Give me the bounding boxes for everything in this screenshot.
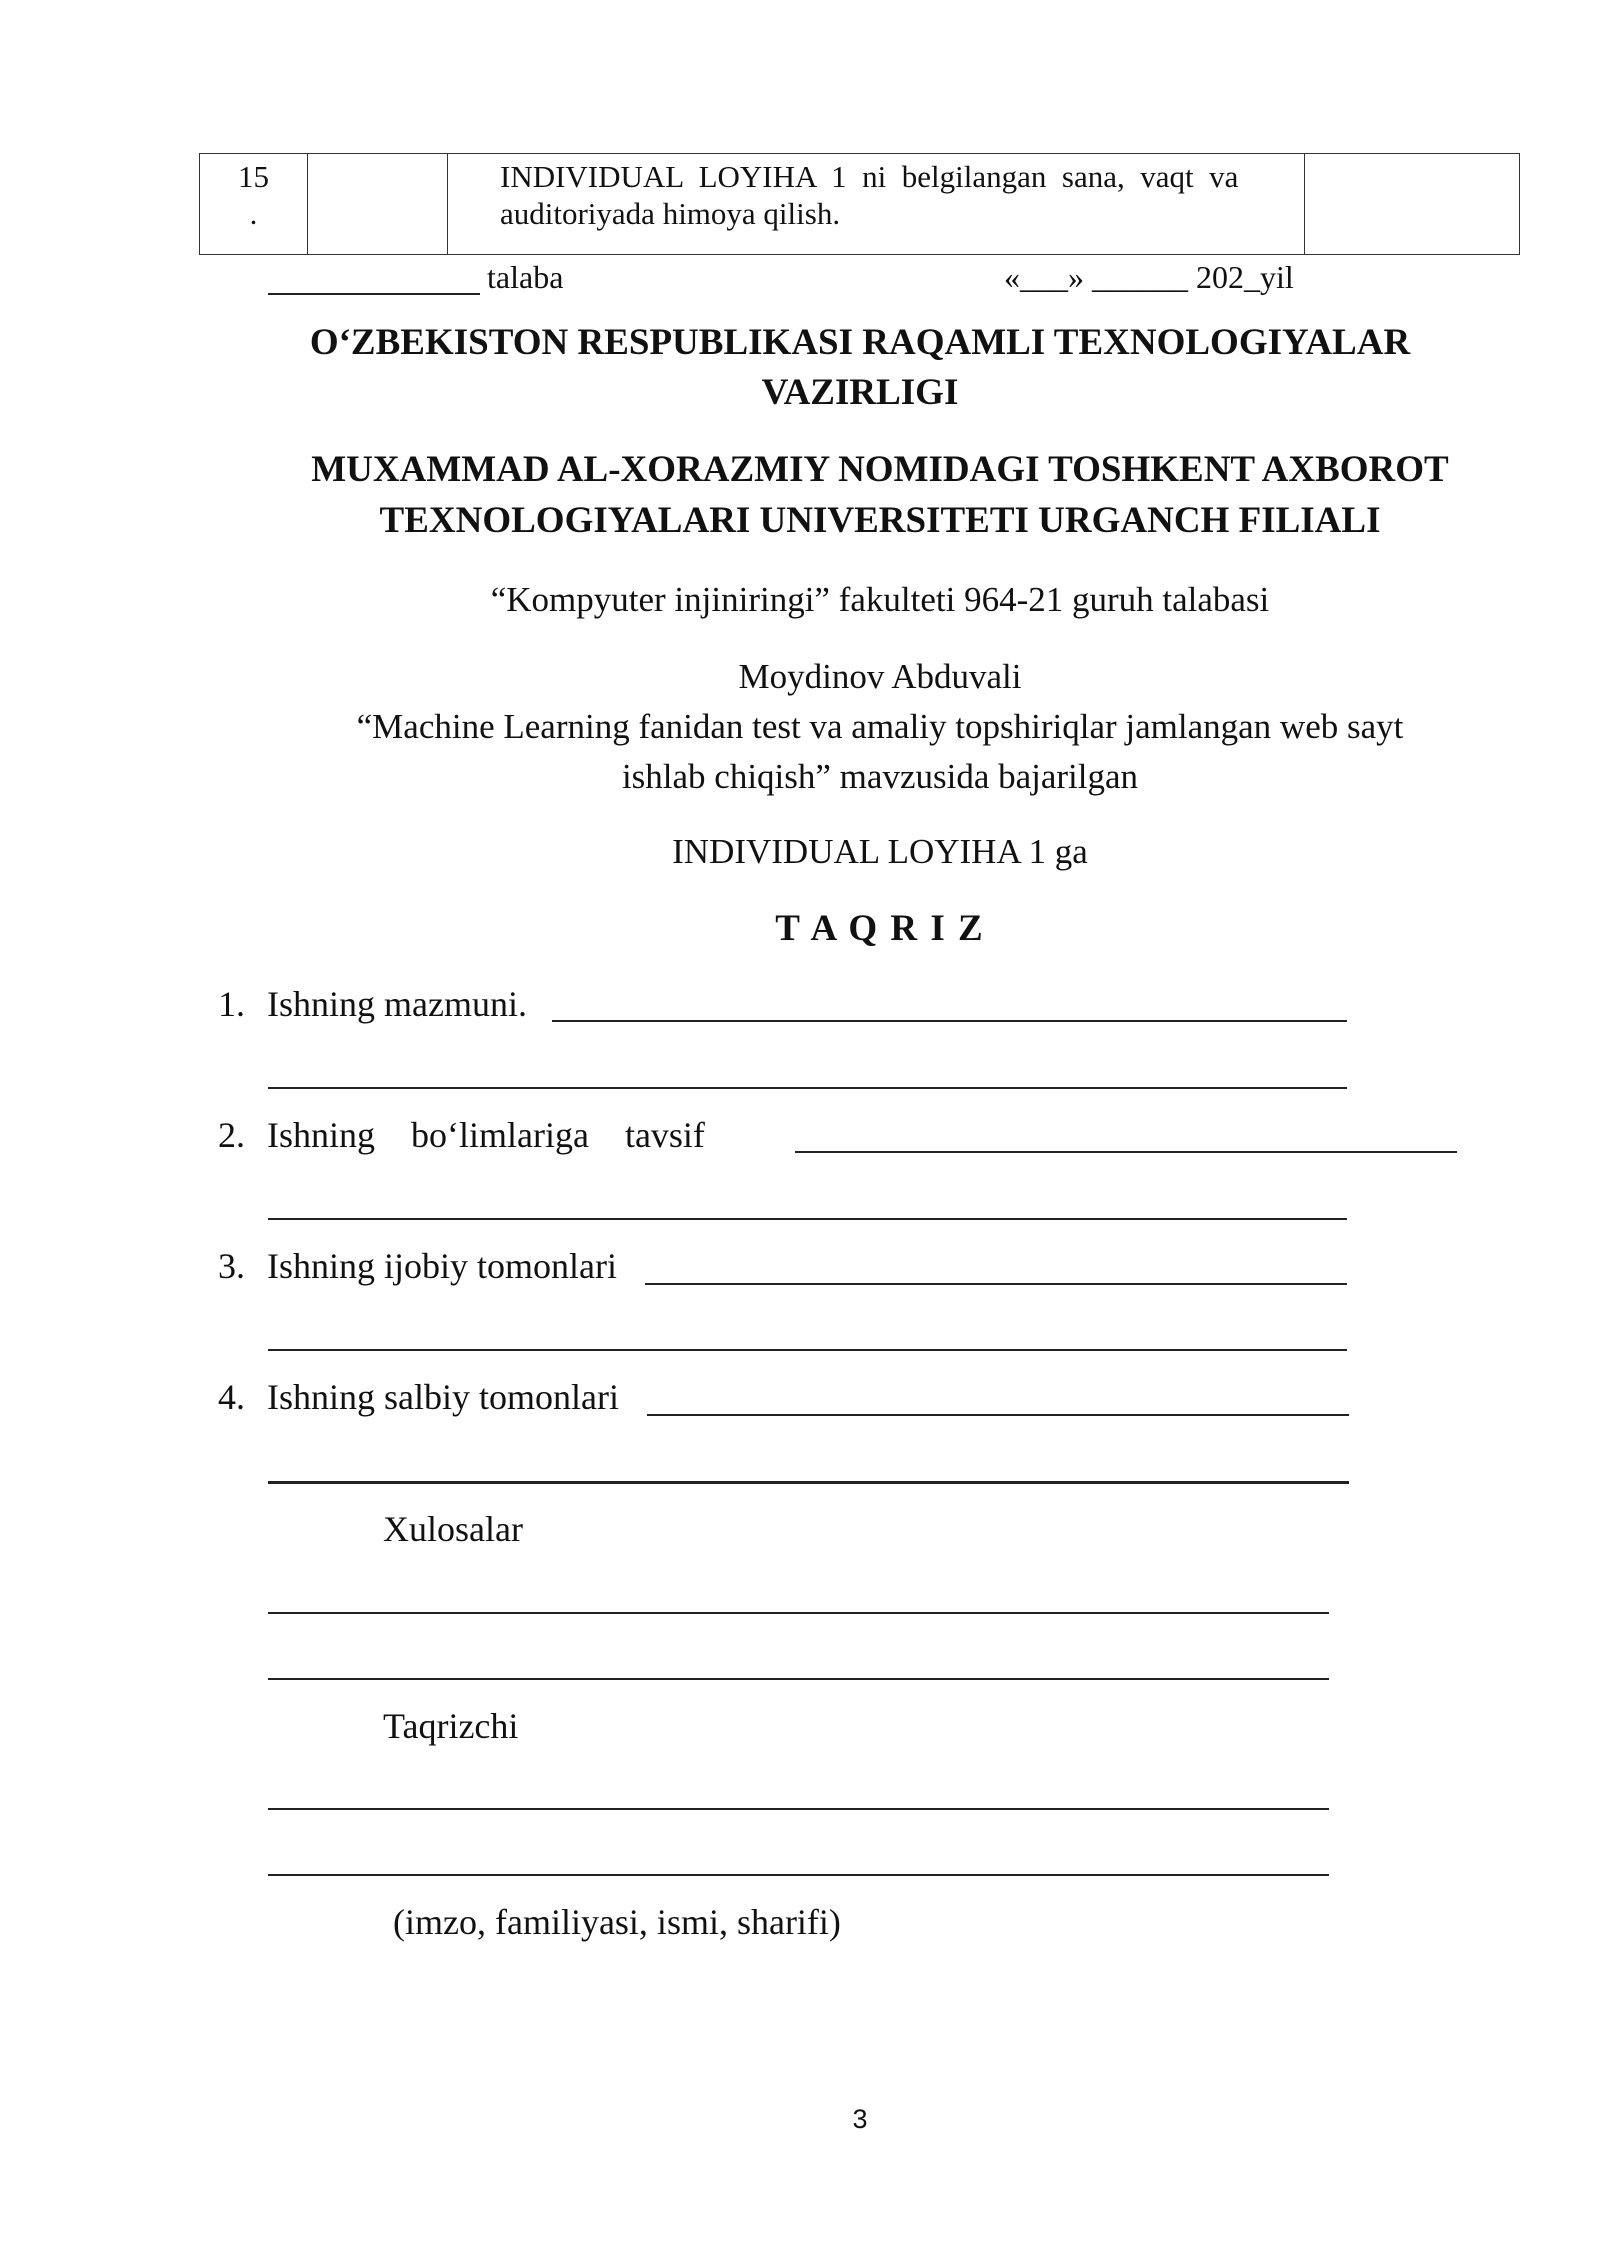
empty-cell [308, 154, 448, 255]
task-table [199, 153, 1520, 255]
item-number-3: 3. [218, 1246, 245, 1286]
topic-line2: ishlab chiqish” mavzusida bajarilgan [621, 757, 1139, 796]
row-number-dot: . [249, 196, 258, 231]
answer-line [645, 1283, 1347, 1285]
empty-cell [1305, 154, 1520, 255]
item-label-3: Ishning ijobiy tomonlari [267, 1246, 617, 1286]
faculty-line: “Kompyuter injiniringi” fakulteti 964-21 guruh talabasi [490, 580, 1270, 619]
item-number-2: 2. [218, 1115, 245, 1155]
answer-line [795, 1151, 1457, 1153]
ministry-line1: O‘ZBEKISTON RESPUBLIKASI RAQAMLI TEXNOLOGIYALAR [309, 322, 1411, 363]
answer-line [552, 1020, 1347, 1022]
row-text-line1: INDIVIDUAL LOYIHA 1 ni belgilangan sana, vaqt va [500, 159, 1239, 194]
reviewer-label: Taqrizchi [383, 1706, 519, 1746]
answer-line [268, 1349, 1347, 1351]
ministry-line2: VAZIRLIGI [761, 372, 959, 413]
item-label-1: Ishning mazmuni. [267, 984, 527, 1024]
table-row [200, 154, 1520, 255]
row-text-cell [448, 154, 1305, 255]
answer-line [268, 1612, 1329, 1614]
item-number-4: 4. [218, 1377, 245, 1417]
answer-line [647, 1414, 1349, 1416]
answer-line [268, 1481, 1349, 1484]
topic-line1: “Machine Learning fanidan test va amaliy topshiriqlar jamlangan web sayt [356, 707, 1404, 746]
conclusions-label: Xulosalar [383, 1509, 523, 1549]
university-line2: TEXNOLOGIYALARI UNIVERSITETI URGANCH FILIALI [379, 500, 1381, 541]
page-number: 3 [852, 2104, 868, 2134]
answer-line [268, 1678, 1329, 1680]
item-label-4: Ishning salbiy tomonlari [267, 1377, 619, 1417]
answer-line [268, 1218, 1347, 1220]
answer-line [268, 1874, 1329, 1876]
project-line: INDIVIDUAL LOYIHA 1 ga [672, 832, 1088, 871]
document-title: T A Q R I Z [775, 908, 985, 949]
row-text-line2: auditoriyada himoya qilish. [500, 196, 841, 231]
student-name: Moydinov Abduvali [738, 657, 1022, 696]
university-line1: MUXAMMAD AL-XORAZMIY NOMIDAGI TOSHKENT AXBOROT [311, 449, 1449, 490]
answer-line [268, 1087, 1347, 1089]
student-label: talaba [487, 259, 564, 295]
row-number-cell [200, 154, 308, 255]
item-label-2: Ishning bo‘limlariga tavsif [267, 1115, 705, 1155]
item-number-1: 1. [218, 984, 245, 1024]
row-number: 15 [238, 159, 269, 194]
student-signature-line [268, 293, 480, 295]
signature-note: (imzo, familiyasi, ismi, sharifi) [393, 1902, 841, 1942]
date-text: «___» ______ 202_yil [1004, 259, 1294, 295]
answer-line [268, 1808, 1329, 1810]
